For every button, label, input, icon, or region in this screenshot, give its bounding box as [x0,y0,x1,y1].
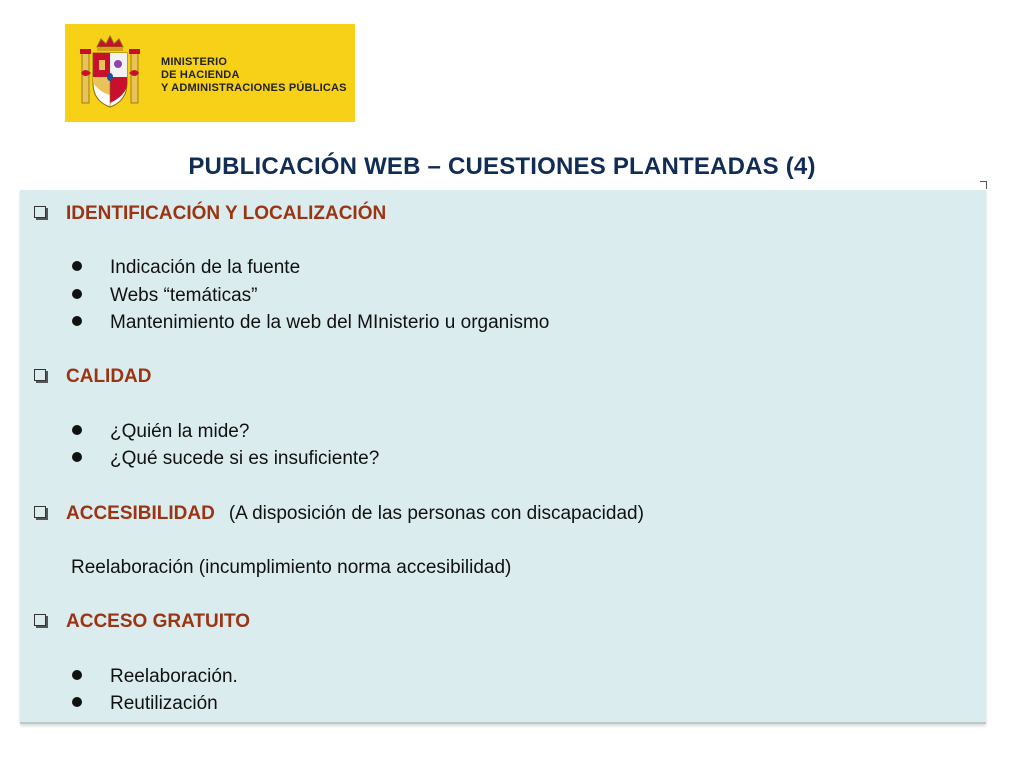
corner-mark [980,181,987,189]
content-panel [20,190,986,724]
list-item-text: Webs “temáticas” [110,285,258,306]
list-item [72,693,218,715]
section-identificacion [34,203,386,225]
checkbox-bullet-icon [34,206,46,218]
section-title: IDENTIFICACIÓN Y LOCALIZACIÓN [66,203,387,224]
section-note: Reelaboración (incumplimiento norma accesibilidad) [71,557,512,578]
bullet-dot-icon [72,261,82,271]
section-subtitle: (A disposición de las personas con discapacidad) [228,503,644,524]
list-item-text: Reutilización [110,693,218,714]
section-title: CALIDAD [66,366,152,387]
section-title: ACCESIBILIDAD [66,503,215,524]
logo-line-1: MINISTERIO [161,56,228,68]
checkbox-bullet-icon [34,614,46,626]
list-item [72,312,549,334]
checkbox-bullet-icon [34,369,46,381]
bullet-dot-icon [72,316,82,326]
section-accesibilidad [34,503,644,525]
logo-line-3: Y ADMINISTRACIONES PÚBLICAS [161,82,347,94]
list-item-text: Reelaboración. [110,666,238,687]
list-item [72,421,249,443]
section-title: ACCESO GRATUITO [66,611,251,632]
list-item-text: Mantenimiento de la web del MInisterio u organismo [110,312,550,333]
section-calidad [34,366,152,388]
list-item-text: Indicación de la fuente [110,257,301,278]
bullet-dot-icon [72,697,82,707]
list-item-text: ¿Qué sucede si es insuficiente? [110,448,380,469]
bullet-dot-icon [72,289,82,299]
section-acceso-gratuito [34,611,250,633]
list-item [72,257,300,279]
coat-of-arms-icon [79,33,141,113]
ministry-logo [65,24,355,122]
list-item [72,448,379,470]
page-title: PUBLICACIÓN WEB – CUESTIONES PLANTEADAS (4) [188,153,816,180]
list-item [72,285,257,307]
list-item [72,666,238,688]
bullet-dot-icon [72,425,82,435]
logo-line-2: DE HACIENDA [161,69,240,81]
list-item-text: ¿Quién la mide? [110,421,250,442]
bullet-dot-icon [72,452,82,462]
bullet-dot-icon [72,670,82,680]
checkbox-bullet-icon [34,506,46,518]
